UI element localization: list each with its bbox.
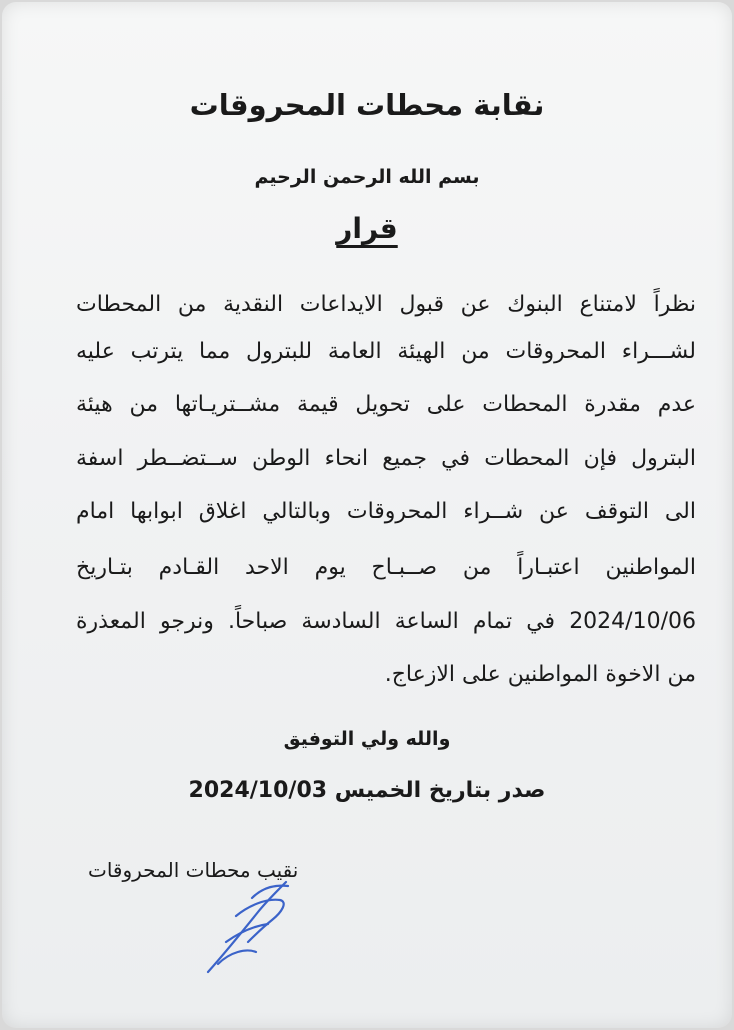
body-line: 2024/10/06 في تمام الساعة السادسة صباحاً. ونرجو المعذرة xyxy=(76,609,696,634)
organization-title: نقابة محطات المحروقات xyxy=(189,88,545,122)
body-line: نظراً لامتناع البنوك عن قبول الايداعات النقدية من المحطات xyxy=(76,292,696,317)
body-line: المواطنين اعتبـاراً من صــبـاح يوم الاحد القـادم بتـاريخ xyxy=(76,555,696,580)
body-line: البترول فإن المحطات في جميع انحاء الوطن ســتضــطر اسفة xyxy=(76,446,696,471)
body-line: لشـــراء المحروقات من الهيئة العامة للبترول مما يترتب عليه xyxy=(76,339,696,364)
signer-title: نقيب محطات المحروقات xyxy=(88,858,299,882)
body-line: عدم مقدرة المحطات على تحويل قيمة مشــتريـاتها من هيئة xyxy=(76,392,696,417)
decision-heading xyxy=(0,212,734,245)
basmala: بسم الله الرحمن الرحيم xyxy=(254,166,480,188)
closing-phrase: والله ولي التوفيق xyxy=(283,728,451,750)
issue-date-line: صدر بتاريخ الخميس 2024/10/03 xyxy=(188,778,546,803)
handwritten-signature xyxy=(196,868,306,978)
decision-heading-text: قرار xyxy=(336,212,398,245)
body-line: من الاخوة المواطنين على الازعاج. xyxy=(384,662,696,687)
body-line: الى التوقف عن شــراء المحروقات وبالتالي اغلاق ابوابها امام xyxy=(76,499,696,524)
